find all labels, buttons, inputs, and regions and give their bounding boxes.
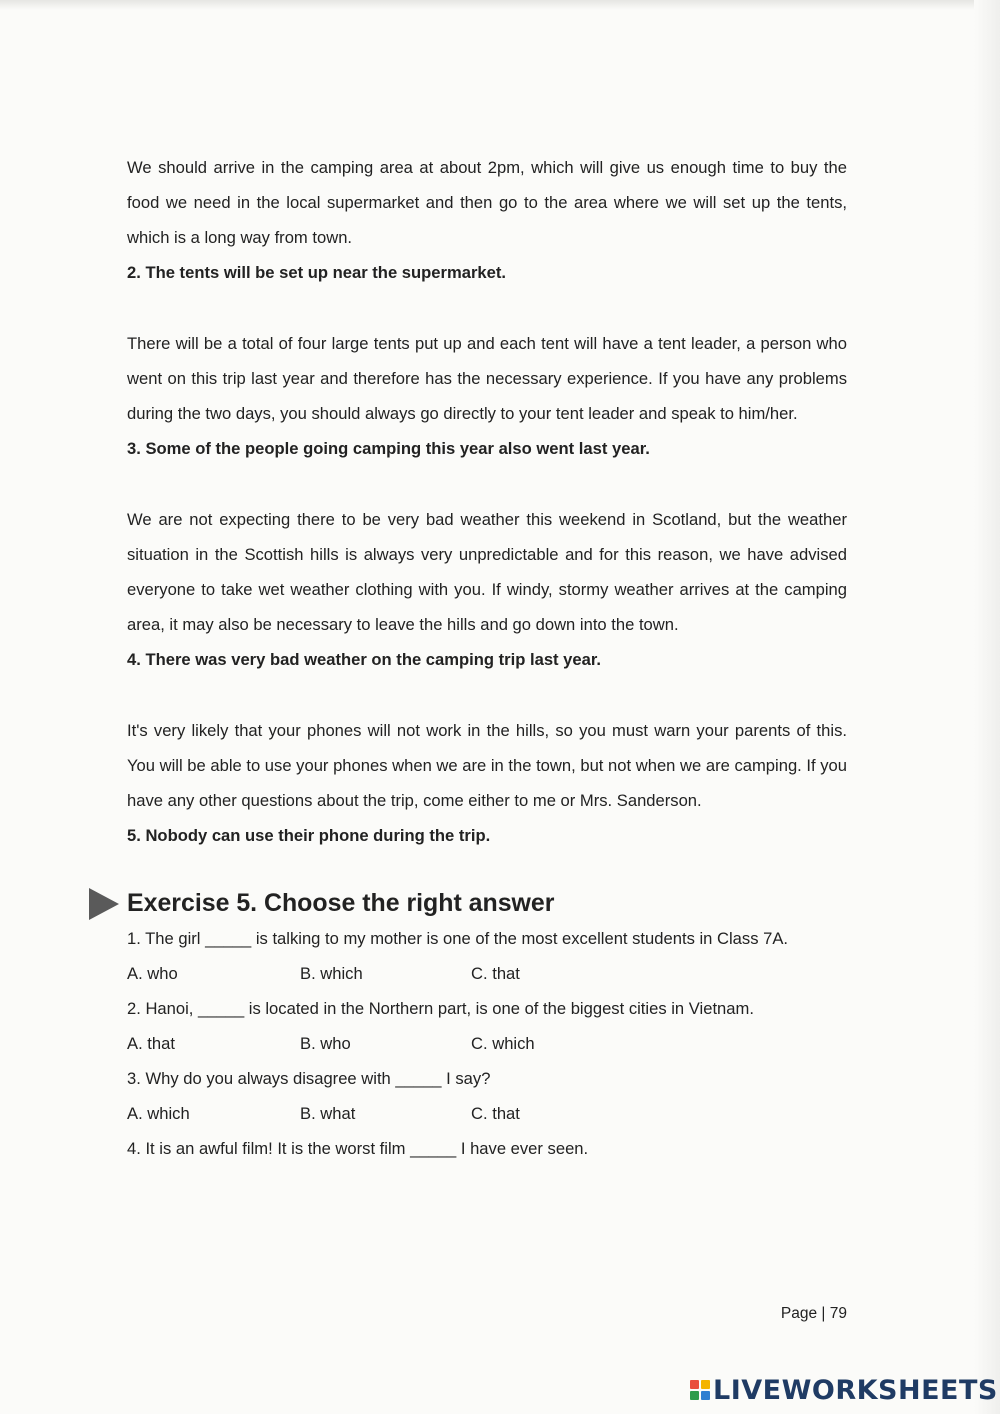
spacer <box>127 853 847 886</box>
true-false-statement: 2. The tents will be set up near the supermarket. <box>127 263 506 282</box>
reading-block-1 <box>127 150 847 290</box>
page-number: Page | 79 <box>780 1305 847 1322</box>
question-1-options <box>127 956 847 991</box>
logo-square <box>701 1380 710 1389</box>
option-c[interactable]: C. that <box>471 1104 520 1123</box>
question-1: 1. The girl _____ is talking to my mother is one of the most excellent students in Class 7A. <box>127 929 789 948</box>
logo-grid-icon <box>690 1380 710 1400</box>
reading-paragraph: We should arrive in the camping area at about 2pm, which will give us enough time to buy the food we need in the local supermarket and then go to the area where we will set up the tents, which is a long way from town. <box>127 158 847 247</box>
question-2-options <box>127 1026 847 1061</box>
play-arrow-icon <box>89 888 119 920</box>
reading-paragraph: There will be a total of four large tents put up and each tent will have a tent leader, a person who went on this trip last year and therefore has the necessary experience. If you have any problems during the two days, you should always go directly to your tent leader and speak to him/her. <box>127 334 847 423</box>
reading-block-4 <box>127 713 847 853</box>
scan-top-edge <box>0 0 1000 10</box>
question-3-options <box>127 1096 847 1131</box>
spacer <box>127 677 847 713</box>
reading-paragraph: It's very likely that your phones will not work in the hills, so you must warn your parents of this. You will be able to use your phones when we are in the town, but not when we are camping. If you have any other questions about the trip, come either to me or Mrs. Sanderson. <box>127 721 847 810</box>
question-3: 3. Why do you always disagree with _____ I say? <box>127 1069 491 1088</box>
reading-paragraph: We are not expecting there to be very bad weather this weekend in Scotland, but the weather situation in the Scottish hills is always very unpredictable and for this reason, we have advised everyone to take wet weather clothing with you. If windy, stormy weather arrives at the camping area, it may also be necessary to leave the hills and go down into the town. <box>127 510 847 634</box>
brand-name: LIVEWORKSHEETS <box>713 1374 998 1406</box>
reading-block-2 <box>127 326 847 466</box>
exercise-heading <box>127 886 847 921</box>
true-false-statement: 5. Nobody can use their phone during the trip. <box>127 826 491 845</box>
true-false-statement: 3. Some of the people going camping this year also went last year. <box>127 439 650 458</box>
spacer <box>127 290 847 326</box>
option-b[interactable]: B. what <box>300 1104 356 1123</box>
option-c[interactable]: C. which <box>471 1034 535 1053</box>
logo-square <box>701 1391 710 1400</box>
option-c[interactable]: C. that <box>471 964 520 983</box>
reading-block-3 <box>127 502 847 677</box>
question-2: 2. Hanoi, _____ is located in the Northern part, is one of the biggest cities in Vietnam. <box>127 999 754 1018</box>
scan-right-edge <box>974 0 1000 1414</box>
true-false-statement: 4. There was very bad weather on the camping trip last year. <box>127 650 602 669</box>
exercise-5 <box>127 886 847 1166</box>
option-b[interactable]: B. who <box>300 1034 351 1053</box>
worksheet-page <box>127 150 847 1166</box>
exercise-title: Exercise 5. Choose the right answer <box>127 889 555 917</box>
option-b[interactable]: B. which <box>300 964 363 983</box>
logo-square <box>690 1391 699 1400</box>
question-4: 4. It is an awful film! It is the worst film _____ I have ever seen. <box>127 1139 589 1158</box>
option-a[interactable]: A. who <box>127 964 178 983</box>
option-a[interactable]: A. which <box>127 1104 190 1123</box>
logo-square <box>690 1380 699 1389</box>
spacer <box>127 466 847 502</box>
liveworksheets-logo <box>690 1372 998 1408</box>
option-a[interactable]: A. that <box>127 1034 175 1053</box>
